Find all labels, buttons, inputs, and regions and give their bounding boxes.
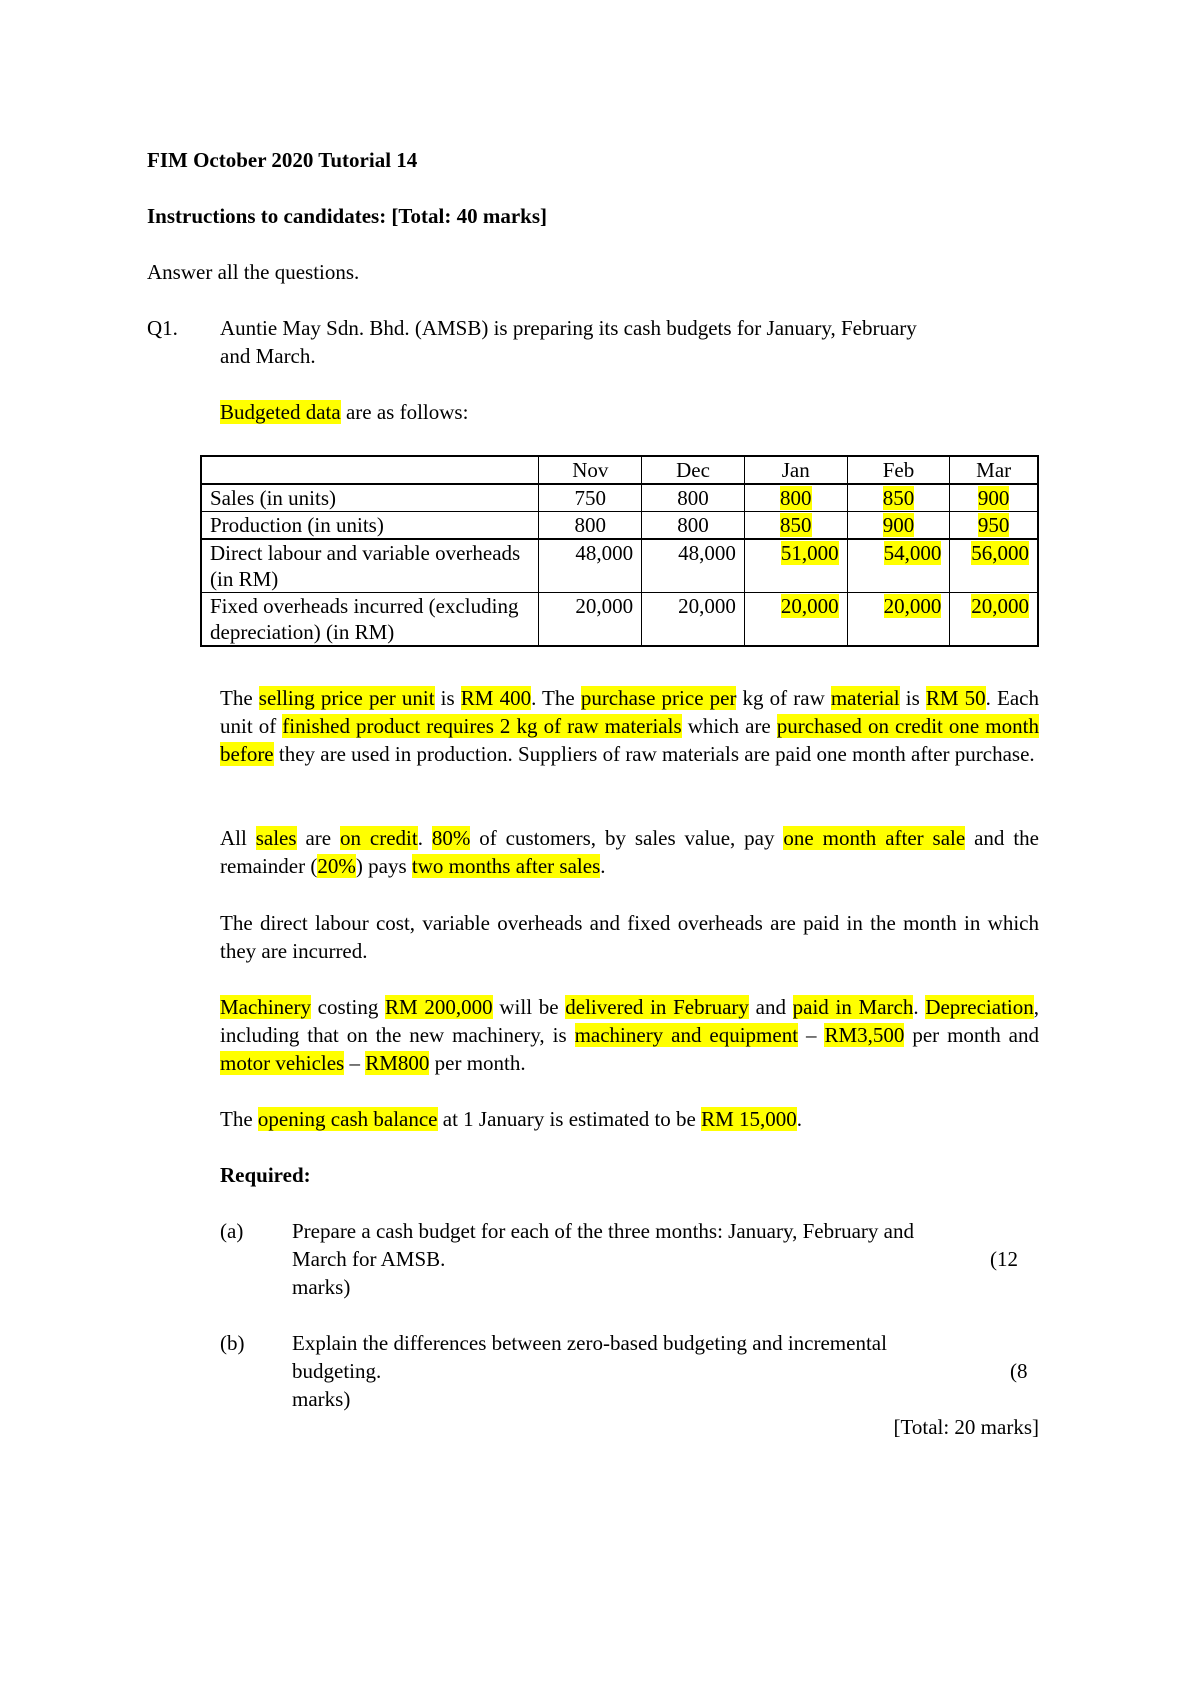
table-header-cell: Jan [744, 456, 847, 484]
row-label: Fixed overheads incurred (excluding depreciation) (in RM) [201, 593, 539, 647]
p2-text: are [296, 826, 340, 850]
p2-highlight: one month after sale [783, 826, 966, 850]
answer-all-text: Answer all the questions. [147, 260, 360, 284]
part-b-line2: budgeting. [292, 1359, 382, 1383]
p2-highlight: 20% [317, 854, 356, 878]
budget-label: Budgeted data [220, 400, 341, 424]
table-cell-highlight: 20,000 [883, 594, 942, 618]
p5-highlight: RM 15,000 [701, 1107, 797, 1131]
table-header-cell: Feb [847, 456, 950, 484]
p4-text: per month and [904, 1023, 1040, 1047]
p5-text: The [220, 1107, 258, 1131]
table-cell-highlight: 950 [977, 513, 1010, 537]
p1-text: . The [531, 686, 581, 710]
part-a-line3: marks) [292, 1275, 351, 1299]
part-b-marks: (8 [1010, 1359, 1028, 1383]
table-header-cell: Nov [539, 456, 642, 484]
p5-text: at 1 January is estimated to be [437, 1107, 702, 1131]
q1-intro-line1: Auntie May Sdn. Bhd. (AMSB) is preparing its cash budgets for January, February [220, 316, 917, 340]
table-cell: 750 [539, 484, 642, 512]
p4-highlight: paid in March [792, 995, 914, 1019]
table-row [201, 539, 1038, 593]
table-header-row [201, 456, 1038, 484]
table-row [201, 593, 1038, 647]
machinery-paragraph [220, 993, 1039, 1077]
part-a-line1: Prepare a cash budget for each of the three months: January, February and [292, 1219, 914, 1243]
p4-highlight: RM3,500 [824, 1023, 905, 1047]
p4-highlight: motor vehicles [220, 1051, 345, 1075]
p2-text: ) pays [355, 854, 412, 878]
opening-cash-paragraph [220, 1105, 802, 1133]
row-label: Direct labour and variable overheads (in RM) [201, 539, 539, 593]
p1-highlight: finished product requires 2 kg of raw materials [282, 714, 682, 738]
table-cell-highlight: 800 [780, 486, 812, 510]
p4-highlight: delivered in February [565, 995, 749, 1019]
sales-credit-paragraph [220, 824, 1039, 880]
p2-highlight: two months after sales [411, 854, 601, 878]
costs-paid-paragraph: The direct labour cost, variable overheads and fixed overheads are paid in the month in which they are incurred. [220, 911, 1039, 963]
table-cell: 48,000 [539, 539, 642, 593]
p2-text: . [600, 854, 606, 878]
table-header-cell: Dec [642, 456, 745, 484]
p1-highlight: RM 400 [460, 686, 532, 710]
p4-text: costing [310, 995, 386, 1019]
table-header-cell: Mar [950, 456, 1038, 484]
table-cell: 800 [539, 512, 642, 540]
p2-text: and the remainder ( [220, 826, 1039, 878]
p2-text: of customers, by sales value, pay [470, 826, 784, 850]
table-cell-highlight: 54,000 [883, 541, 942, 565]
p5-highlight: opening cash balance [257, 1107, 438, 1131]
p4-text: – [344, 1051, 366, 1075]
document-title: FIM October 2020 Tutorial 14 [147, 148, 418, 172]
budget-intro [220, 398, 468, 426]
p4-highlight: Depreciation [925, 995, 1034, 1019]
part-b-label: (b) [220, 1331, 245, 1355]
p5-text: . [796, 1107, 803, 1131]
budget-rest: are as follows: [340, 400, 469, 424]
p1-text: . Each unit of [220, 686, 1039, 738]
table-cell: 20,000 [642, 593, 745, 647]
row-label: Sales (in units) [201, 484, 539, 512]
p1-text: they are used in production. Suppliers of raw materials are paid one month after purchase. [273, 742, 1035, 766]
table-cell-highlight: 900 [882, 513, 915, 537]
p2-text: All [220, 826, 256, 850]
p4-highlight: Machinery [220, 995, 311, 1019]
p2-text: . [417, 826, 432, 850]
table-cell-highlight: 850 [882, 486, 915, 510]
p1-text: kg of raw [736, 686, 831, 710]
part-b-line3: marks) [292, 1387, 351, 1411]
p1-highlight: purchased on credit one month before [220, 714, 1039, 766]
p4-highlight: RM 200,000 [385, 995, 493, 1019]
table-cell-highlight: 51,000 [780, 541, 839, 565]
total-marks: [Total: 20 marks] [893, 1415, 1039, 1439]
table-cell-highlight: 20,000 [971, 594, 1029, 618]
p1-text: is [434, 686, 461, 710]
q1-intro-line2: and March. [220, 344, 316, 368]
table-cell-highlight: 20,000 [780, 594, 839, 618]
table-cell: 20,000 [539, 593, 642, 647]
table-cell: 48,000 [642, 539, 745, 593]
table-header-cell [201, 456, 539, 484]
p4-highlight: machinery and equipment [574, 1023, 799, 1047]
p1-highlight: purchase price per [580, 686, 737, 710]
p1-text: which are [681, 714, 777, 738]
p1-highlight: material [830, 686, 900, 710]
part-b-line1: Explain the differences between zero-based budgeting and incremental [292, 1331, 887, 1355]
p4-text: – [798, 1023, 825, 1047]
p4-text: and [748, 995, 793, 1019]
p1-highlight: RM 50 [925, 686, 986, 710]
p1-text: The [220, 686, 259, 710]
p1-highlight: selling price per unit [258, 686, 435, 710]
question-number: Q1. [147, 316, 178, 340]
table-cell-highlight: 56,000 [971, 541, 1029, 565]
required-heading: Required: [220, 1163, 311, 1187]
p2-highlight: sales [255, 826, 297, 850]
p4-text: . [913, 995, 926, 1019]
table-row [201, 512, 1038, 540]
p4-text: will be [492, 995, 566, 1019]
p4-text: per month. [429, 1051, 526, 1075]
part-a-line2: March for AMSB. [292, 1247, 446, 1271]
table-cell-highlight: 850 [780, 513, 812, 537]
table-cell-highlight: 900 [977, 486, 1010, 510]
p2-highlight: 80% [431, 826, 471, 850]
row-label: Production (in units) [201, 512, 539, 540]
table-cell: 800 [642, 512, 745, 540]
budget-table [200, 455, 1039, 647]
instructions-heading: Instructions to candidates: [Total: 40 marks] [147, 204, 547, 228]
p2-highlight: on credit [340, 826, 418, 850]
part-a-marks: (12 [990, 1247, 1018, 1271]
pricing-paragraph [220, 684, 1039, 768]
part-a-label: (a) [220, 1219, 244, 1243]
p4-text: , including that on the new machinery, is [220, 995, 1040, 1047]
table-row [201, 484, 1038, 512]
table-cell: 800 [642, 484, 745, 512]
p4-highlight: RM800 [365, 1051, 430, 1075]
p1-text: is [899, 686, 926, 710]
